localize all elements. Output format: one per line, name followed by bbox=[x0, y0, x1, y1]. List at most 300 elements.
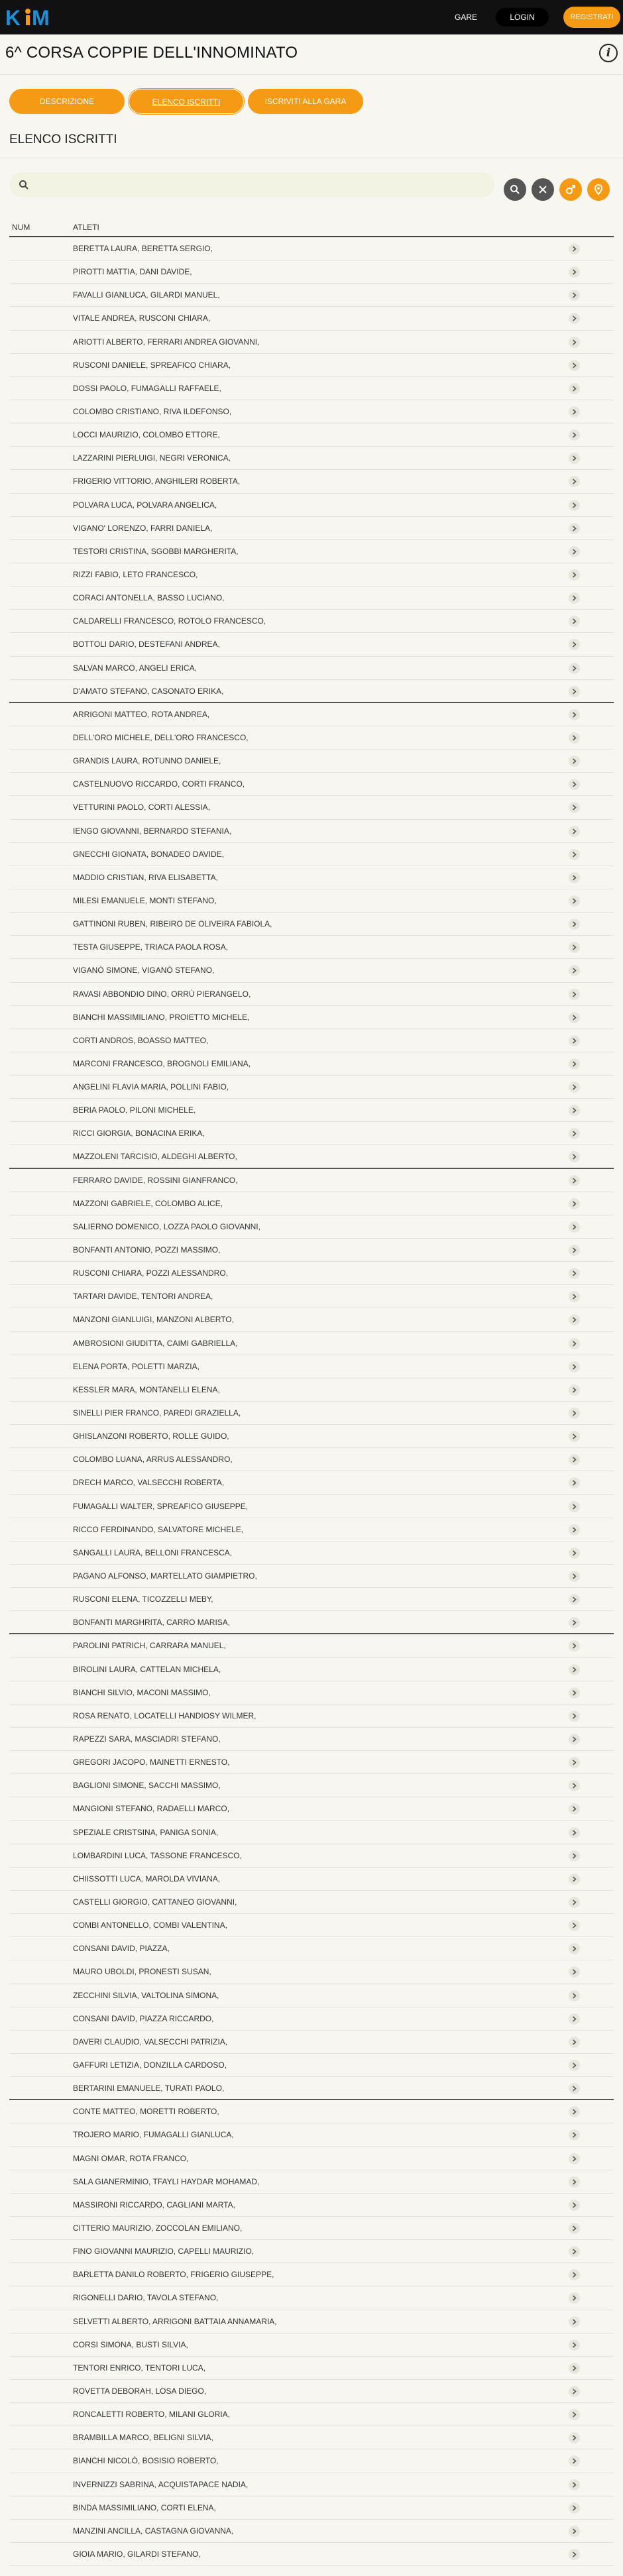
table-row[interactable] bbox=[9, 260, 614, 284]
chevron-right-icon bbox=[572, 1410, 577, 1416]
table-row[interactable] bbox=[9, 1215, 614, 1239]
table-row[interactable] bbox=[9, 1658, 614, 1681]
chevron-right-icon bbox=[572, 1480, 577, 1486]
row-detail-button[interactable] bbox=[569, 1128, 580, 1139]
table-row[interactable] bbox=[9, 2357, 614, 2380]
athletes-list bbox=[9, 237, 614, 2566]
row-detail-button[interactable] bbox=[569, 732, 580, 744]
table-row[interactable] bbox=[9, 2123, 614, 2147]
row-detail-button[interactable] bbox=[569, 500, 580, 511]
row-detail-button[interactable] bbox=[569, 406, 580, 418]
row-detail-button[interactable] bbox=[569, 1198, 580, 1209]
table-row[interactable] bbox=[9, 2007, 614, 2031]
row-detail-button[interactable] bbox=[569, 2106, 580, 2117]
table-row[interactable] bbox=[9, 2543, 614, 2566]
row-detail-button[interactable] bbox=[569, 569, 580, 581]
chevron-right-icon bbox=[572, 1969, 577, 1975]
table-row[interactable] bbox=[9, 773, 614, 796]
table-row[interactable] bbox=[9, 1308, 614, 1331]
info-icon[interactable]: i bbox=[599, 44, 618, 62]
row-detail-button[interactable] bbox=[569, 663, 580, 674]
table-row[interactable] bbox=[9, 1192, 614, 1215]
row-detail-button[interactable] bbox=[569, 1571, 580, 1582]
athletes-cell: RAPEZZI SARA, MASCIADRI STEFANO, bbox=[73, 1734, 221, 1744]
row-detail-button[interactable] bbox=[569, 1175, 580, 1186]
table-row[interactable] bbox=[9, 1355, 614, 1378]
athletes-cell: BIROLINI LAURA, CATTELAN MICHELA, bbox=[73, 1664, 221, 1674]
table-row[interactable] bbox=[9, 1495, 614, 1518]
table-row[interactable] bbox=[9, 587, 614, 610]
table-row[interactable] bbox=[9, 1891, 614, 1914]
chevron-right-icon bbox=[572, 2272, 577, 2278]
table-row[interactable] bbox=[9, 1797, 614, 1820]
table-row[interactable] bbox=[9, 237, 614, 260]
table-row[interactable] bbox=[9, 1145, 614, 1168]
row-detail-button[interactable] bbox=[569, 1477, 580, 1488]
table-row[interactable] bbox=[9, 843, 614, 866]
tab-elenco-iscritti[interactable]: ELENCO ISCRITTI bbox=[129, 89, 244, 114]
row-detail-button[interactable] bbox=[569, 1757, 580, 1768]
row-detail-button[interactable] bbox=[569, 2316, 580, 2327]
athletes-cell: CASTELNUOVO RICCARDO, CORTI FRANCO, bbox=[73, 779, 245, 789]
table-row[interactable] bbox=[9, 1006, 614, 1029]
table-row[interactable] bbox=[9, 2240, 614, 2263]
table-row[interactable] bbox=[9, 1565, 614, 1588]
row-detail-button[interactable] bbox=[569, 1338, 580, 1349]
row-detail-button[interactable] bbox=[569, 1780, 580, 1791]
chevron-right-icon bbox=[572, 1433, 577, 1439]
chevron-right-icon bbox=[572, 1341, 577, 1347]
login-button[interactable]: LOGIN bbox=[496, 8, 549, 27]
table-row[interactable] bbox=[9, 1868, 614, 1891]
row-detail-button[interactable] bbox=[569, 1012, 580, 1023]
athletes-cell: BIANCHI NICOLÒ, BOSISIO ROBERTO, bbox=[73, 2456, 219, 2466]
table-row[interactable] bbox=[9, 2520, 614, 2543]
chevron-right-icon bbox=[572, 292, 577, 298]
row-detail-button[interactable] bbox=[569, 1221, 580, 1233]
table-row[interactable] bbox=[9, 703, 614, 726]
row-detail-button[interactable] bbox=[569, 895, 580, 907]
row-detail-button[interactable] bbox=[569, 1314, 580, 1325]
row-detail-button[interactable] bbox=[569, 2246, 580, 2257]
chevron-right-icon bbox=[572, 2365, 577, 2371]
row-detail-button[interactable] bbox=[569, 2083, 580, 2094]
table-row[interactable] bbox=[9, 2496, 614, 2520]
athletes-cell: COMBI ANTONELLO, COMBI VALENTINA, bbox=[73, 1921, 227, 1931]
table-row[interactable] bbox=[9, 1634, 614, 1657]
nav-gare-link[interactable]: GARE bbox=[455, 13, 478, 22]
table-row[interactable] bbox=[9, 377, 614, 400]
chevron-right-icon bbox=[572, 1876, 577, 1882]
table-row[interactable] bbox=[9, 2100, 614, 2123]
chevron-right-icon bbox=[572, 1504, 577, 1510]
athletes-cell: BOTTOLI DARIO, DESTEFANI ANDREA, bbox=[73, 640, 220, 649]
row-detail-button[interactable] bbox=[569, 523, 580, 534]
row-detail-button[interactable] bbox=[569, 243, 580, 254]
row-detail-button[interactable] bbox=[569, 2363, 580, 2374]
row-detail-button[interactable] bbox=[569, 1058, 580, 1070]
row-detail-button[interactable] bbox=[569, 872, 580, 883]
row-detail-button[interactable] bbox=[569, 453, 580, 464]
row-detail-button[interactable] bbox=[569, 1151, 580, 1162]
chevron-right-icon bbox=[572, 1387, 577, 1393]
athletes-cell: FUMAGALLI WALTER, SPREAFICO GIUSEPPE, bbox=[73, 1501, 249, 1511]
chevron-right-icon bbox=[572, 2505, 577, 2511]
table-row[interactable] bbox=[9, 1588, 614, 1611]
search-button[interactable] bbox=[504, 178, 526, 201]
row-detail-button[interactable] bbox=[569, 1524, 580, 1536]
table-row[interactable] bbox=[9, 1937, 614, 1960]
table-row[interactable] bbox=[9, 1052, 614, 1076]
athletes-cell: MAZZONI GABRIELE, COLOMBO ALICE, bbox=[73, 1198, 223, 1208]
search-input[interactable] bbox=[33, 172, 484, 197]
row-detail-button[interactable] bbox=[569, 2549, 580, 2560]
table-row[interactable] bbox=[9, 517, 614, 540]
row-detail-button[interactable] bbox=[569, 616, 580, 627]
row-detail-button[interactable] bbox=[569, 476, 580, 487]
row-detail-button[interactable] bbox=[569, 1291, 580, 1302]
row-detail-button[interactable] bbox=[569, 756, 580, 767]
row-detail-button[interactable] bbox=[569, 1617, 580, 1628]
table-row[interactable] bbox=[9, 983, 614, 1006]
row-detail-button[interactable] bbox=[569, 686, 580, 697]
row-detail-button[interactable] bbox=[569, 1990, 580, 2001]
athletes-cell: BONFANTI MARGHRITA, CARRO MARISA, bbox=[73, 1618, 231, 1628]
row-detail-button[interactable] bbox=[569, 2479, 580, 2491]
row-detail-button[interactable] bbox=[569, 709, 580, 720]
athletes-cell: COLOMBO LUANA, ARRUS ALESSANDRO, bbox=[73, 1455, 233, 1465]
row-detail-button[interactable] bbox=[569, 1408, 580, 1419]
table-row[interactable] bbox=[9, 1611, 614, 1634]
row-detail-button[interactable] bbox=[569, 360, 580, 371]
athletes-cell: BONFANTI ANTONIO, POZZI MASSIMO, bbox=[73, 1245, 221, 1255]
athletes-cell: MAURO UBOLDI, PRONESTI SUSAN, bbox=[73, 1967, 211, 1977]
table-row[interactable] bbox=[9, 1844, 614, 1868]
table-row[interactable] bbox=[9, 540, 614, 563]
athletes-cell: SINELLI PIER FRANCO, PAREDI GRAZIELLA, bbox=[73, 1408, 241, 1418]
athletes-cell: SALIERNO DOMENICO, LOZZA PAOLO GIOVANNI, bbox=[73, 1221, 260, 1231]
row-detail-button[interactable] bbox=[569, 2386, 580, 2397]
table-row[interactable] bbox=[9, 889, 614, 913]
table-row[interactable] bbox=[9, 633, 614, 656]
athletes-cell: BERTARINI EMANUELE, TURATI PAOLO, bbox=[73, 2084, 225, 2094]
row-detail-button[interactable] bbox=[569, 779, 580, 790]
chevron-right-icon bbox=[572, 363, 577, 368]
row-detail-button[interactable] bbox=[569, 2339, 580, 2351]
table-row[interactable] bbox=[9, 1122, 614, 1145]
table-row[interactable] bbox=[9, 447, 614, 470]
row-detail-button[interactable] bbox=[569, 383, 580, 394]
table-row[interactable] bbox=[9, 1984, 614, 2007]
athletes-cell: GHISLANZONI ROBERTO, ROLLE GUIDO, bbox=[73, 1431, 229, 1441]
row-detail-button[interactable] bbox=[569, 1664, 580, 1675]
logo[interactable] bbox=[4, 4, 58, 30]
row-detail-button[interactable] bbox=[569, 1640, 580, 1652]
tab-iscriviti[interactable]: ISCRIVITI ALLA GARA bbox=[248, 89, 363, 114]
table-row[interactable] bbox=[9, 470, 614, 493]
table-row[interactable] bbox=[9, 820, 614, 843]
clear-button[interactable] bbox=[532, 178, 554, 201]
athletes-cell: DAVERI CLAUDIO, VALSECCHI PATRIZIA, bbox=[73, 2037, 228, 2046]
table-row[interactable] bbox=[9, 1541, 614, 1565]
chevron-right-icon bbox=[572, 1294, 577, 1300]
table-row[interactable] bbox=[9, 284, 614, 307]
table-row[interactable] bbox=[9, 1751, 614, 1774]
table-row[interactable] bbox=[9, 680, 614, 703]
row-detail-button[interactable] bbox=[569, 1803, 580, 1815]
row-detail-button[interactable] bbox=[569, 942, 580, 953]
table-row[interactable] bbox=[9, 2380, 614, 2403]
chevron-right-icon bbox=[572, 1201, 577, 1207]
row-detail-button[interactable] bbox=[569, 639, 580, 650]
athletes-cell: LAZZARINI PIERLUIGI, NEGRI VERONICA, bbox=[73, 453, 231, 463]
row-detail-button[interactable] bbox=[569, 2409, 580, 2420]
row-detail-button[interactable] bbox=[569, 989, 580, 1000]
athletes-cell: FAVALLI GIANLUCA, GILARDI MANUEL, bbox=[73, 290, 220, 300]
table-row[interactable] bbox=[9, 331, 614, 354]
row-detail-button[interactable] bbox=[569, 2200, 580, 2211]
athletes-cell: RICCI GIORGIA, BONACINA ERIKA, bbox=[73, 1129, 205, 1139]
table-row[interactable] bbox=[9, 1099, 614, 1122]
table-row[interactable] bbox=[9, 959, 614, 982]
filter-location-button[interactable] bbox=[587, 178, 610, 201]
table-row[interactable] bbox=[9, 494, 614, 517]
row-detail-button[interactable] bbox=[569, 1454, 580, 1465]
table-row[interactable] bbox=[9, 2031, 614, 2054]
chevron-right-icon bbox=[572, 2319, 577, 2325]
athletes-cell: MANZINI ANCILLA, CASTAGNA GIOVANNA, bbox=[73, 2526, 234, 2536]
table-row[interactable] bbox=[9, 936, 614, 959]
chevron-right-icon bbox=[572, 1573, 577, 1579]
athletes-cell: RONCALETTI ROBERTO, MILANI GLORIA, bbox=[73, 2410, 230, 2420]
table-row[interactable] bbox=[9, 657, 614, 680]
table-row[interactable] bbox=[9, 726, 614, 750]
chevron-right-icon bbox=[572, 2109, 577, 2115]
row-detail-button[interactable] bbox=[569, 546, 580, 557]
chevron-right-icon bbox=[572, 572, 577, 578]
table-row[interactable] bbox=[9, 866, 614, 889]
row-detail-button[interactable] bbox=[569, 1245, 580, 1256]
table-row[interactable] bbox=[9, 354, 614, 377]
tab-descrizione[interactable]: DESCRIZIONE bbox=[9, 89, 125, 114]
athletes-cell: RUSCONI CHIARA, POZZI ALESSANDRO, bbox=[73, 1268, 229, 1278]
table-row[interactable] bbox=[9, 2263, 614, 2286]
table-row[interactable] bbox=[9, 1728, 614, 1751]
chevron-right-icon bbox=[572, 2086, 577, 2092]
register-button[interactable]: REGISTRATI bbox=[563, 7, 620, 28]
table-row[interactable] bbox=[9, 1029, 614, 1052]
table-row[interactable] bbox=[9, 1285, 614, 1308]
chevron-right-icon bbox=[572, 921, 577, 927]
row-detail-button[interactable] bbox=[569, 1966, 580, 1978]
row-detail-button[interactable] bbox=[569, 1384, 580, 1396]
row-detail-button[interactable] bbox=[569, 266, 580, 278]
table-row[interactable] bbox=[9, 2403, 614, 2426]
table-row[interactable] bbox=[9, 2217, 614, 2240]
row-detail-button[interactable] bbox=[569, 592, 580, 604]
row-detail-button[interactable] bbox=[569, 849, 580, 860]
table-row[interactable] bbox=[9, 750, 614, 773]
table-row[interactable] bbox=[9, 423, 614, 447]
table-row[interactable] bbox=[9, 2147, 614, 2170]
row-detail-button[interactable] bbox=[569, 1850, 580, 1862]
chevron-right-icon bbox=[572, 549, 577, 555]
athletes-cell: MADDIO CRISTIAN, RIVA ELISABETTA, bbox=[73, 872, 218, 882]
athletes-cell: MANGIONI STEFANO, RADAELLI MARCO, bbox=[73, 1804, 230, 1814]
table-row[interactable] bbox=[9, 1425, 614, 1448]
table-row[interactable] bbox=[9, 1774, 614, 1797]
row-detail-button[interactable] bbox=[569, 1082, 580, 1093]
row-detail-button[interactable] bbox=[569, 1431, 580, 1442]
row-detail-button[interactable] bbox=[569, 1827, 580, 1838]
athletes-cell: ELENA PORTA, POLETTI MARZIA, bbox=[73, 1361, 199, 1371]
table-row[interactable] bbox=[9, 2449, 614, 2473]
row-detail-button[interactable] bbox=[569, 1105, 580, 1116]
row-detail-button[interactable] bbox=[569, 2176, 580, 2188]
athletes-cell: CORACI ANTONELLA, BASSO LUCIANO, bbox=[73, 593, 225, 603]
row-detail-button[interactable] bbox=[569, 2269, 580, 2280]
row-detail-button[interactable] bbox=[569, 1501, 580, 1512]
chevron-right-icon bbox=[572, 1760, 577, 1765]
table-row[interactable] bbox=[9, 1448, 614, 1471]
chevron-right-icon bbox=[572, 875, 577, 881]
chevron-right-icon bbox=[572, 2412, 577, 2418]
chevron-right-icon bbox=[572, 2528, 577, 2534]
row-detail-button[interactable] bbox=[569, 802, 580, 813]
table-row[interactable] bbox=[9, 1705, 614, 1728]
row-detail-button[interactable] bbox=[569, 1547, 580, 1559]
table-row[interactable] bbox=[9, 307, 614, 330]
chevron-right-icon bbox=[572, 1131, 577, 1137]
athletes-cell: DRECH MARCO, VALSECCHI ROBERTA, bbox=[73, 1478, 225, 1488]
table-row[interactable] bbox=[9, 610, 614, 633]
athletes-cell: BARLETTA DANILO ROBERTO, FRIGERIO GIUSEPPE, bbox=[73, 2270, 274, 2280]
row-detail-button[interactable] bbox=[569, 2432, 580, 2443]
table-row[interactable] bbox=[9, 1681, 614, 1705]
row-detail-button[interactable] bbox=[569, 1734, 580, 1745]
row-detail-button[interactable] bbox=[569, 2153, 580, 2164]
row-detail-button[interactable] bbox=[569, 337, 580, 348]
row-detail-button[interactable] bbox=[569, 1268, 580, 1279]
filter-male-button[interactable] bbox=[559, 178, 582, 201]
table-row[interactable] bbox=[9, 2333, 614, 2357]
chevron-right-icon bbox=[572, 2156, 577, 2162]
athletes-cell: ANGELINI FLAVIA MARIA, POLLINI FABIO, bbox=[73, 1082, 229, 1092]
row-detail-button[interactable] bbox=[569, 313, 580, 324]
chevron-right-icon bbox=[572, 595, 577, 601]
athletes-cell: PAGANO ALFONSO, MARTELLATO GIAMPIETRO, bbox=[73, 1571, 257, 1581]
table-row[interactable] bbox=[9, 400, 614, 423]
table-row[interactable] bbox=[9, 2054, 614, 2077]
row-detail-button[interactable] bbox=[569, 2455, 580, 2467]
table-row[interactable] bbox=[9, 2473, 614, 2496]
row-detail-button[interactable] bbox=[569, 965, 580, 976]
table-row[interactable] bbox=[9, 913, 614, 936]
row-detail-button[interactable] bbox=[569, 1943, 580, 1954]
table-row[interactable] bbox=[9, 1914, 614, 1937]
chevron-right-icon bbox=[572, 1107, 577, 1113]
table-row[interactable] bbox=[9, 2286, 614, 2310]
athletes-cell: BERIA PAOLO, PILONI MICHELE, bbox=[73, 1105, 196, 1115]
row-detail-button[interactable] bbox=[569, 1687, 580, 1699]
row-detail-button[interactable] bbox=[569, 1361, 580, 1372]
row-detail-button[interactable] bbox=[569, 1920, 580, 1931]
chevron-right-icon bbox=[572, 1946, 577, 1952]
chevron-right-icon bbox=[572, 642, 577, 647]
table-row[interactable] bbox=[9, 1471, 614, 1494]
row-detail-button[interactable] bbox=[569, 1897, 580, 1908]
table-row[interactable] bbox=[9, 1332, 614, 1355]
row-detail-button[interactable] bbox=[569, 1710, 580, 1722]
athletes-cell: SPEZIALE CRISTSINA, PANIGA SONIA, bbox=[73, 1827, 219, 1837]
row-detail-button[interactable] bbox=[569, 2526, 580, 2537]
table-row[interactable] bbox=[9, 1960, 614, 1984]
athletes-cell: COLOMBO CRISTIANO, RIVA ILDEFONSO, bbox=[73, 406, 232, 416]
table-row[interactable] bbox=[9, 2170, 614, 2194]
table-row[interactable] bbox=[9, 2426, 614, 2449]
table-row[interactable] bbox=[9, 1821, 614, 1844]
row-detail-button[interactable] bbox=[569, 826, 580, 837]
table-row[interactable] bbox=[9, 1402, 614, 1425]
chevron-right-icon bbox=[572, 1084, 577, 1090]
athletes-cell: POLVARA LUCA, POLVARA ANGELICA, bbox=[73, 500, 217, 510]
athletes-cell: GREGORI JACOPO, MAINETTI ERNESTO, bbox=[73, 1758, 230, 1767]
table-row[interactable] bbox=[9, 1518, 614, 1541]
row-detail-button[interactable] bbox=[569, 2037, 580, 2048]
chevron-right-icon bbox=[572, 2435, 577, 2441]
chevron-right-icon bbox=[572, 1364, 577, 1370]
athletes-cell: LOCCI MAURIZIO, COLOMBO ETTORE, bbox=[73, 430, 220, 440]
athletes-cell: RIGONELLI DARIO, TAVOLA STEFANO, bbox=[73, 2293, 219, 2303]
row-detail-button[interactable] bbox=[569, 2292, 580, 2304]
row-detail-button[interactable] bbox=[569, 2013, 580, 2025]
table-row[interactable] bbox=[9, 1239, 614, 1262]
table-row[interactable] bbox=[9, 1076, 614, 1099]
chevron-right-icon bbox=[572, 432, 577, 438]
table-row[interactable] bbox=[9, 1169, 614, 1192]
row-detail-button[interactable] bbox=[569, 919, 580, 930]
row-detail-button[interactable] bbox=[569, 290, 580, 301]
row-detail-button[interactable] bbox=[569, 2060, 580, 2071]
search-icon bbox=[19, 180, 29, 190]
athletes-cell: GNECCHI GIONATA, BONADEO DAVIDE, bbox=[73, 849, 225, 859]
athletes-cell: GIOIA MARIO, GILARDI STEFANO, bbox=[73, 2549, 201, 2559]
athletes-cell: SANGALLI LAURA, BELLONI FRANCESCA, bbox=[73, 1547, 233, 1557]
chevron-right-icon bbox=[572, 526, 577, 532]
row-detail-button[interactable] bbox=[569, 1035, 580, 1046]
row-detail-button[interactable] bbox=[569, 1874, 580, 1885]
row-detail-button[interactable] bbox=[569, 2129, 580, 2141]
athletes-cell: CONSANI DAVID, PIAZZA, bbox=[73, 1944, 170, 1954]
table-row[interactable] bbox=[9, 796, 614, 819]
table-row[interactable] bbox=[9, 2194, 614, 2217]
chevron-right-icon bbox=[572, 1270, 577, 1276]
table-row[interactable] bbox=[9, 563, 614, 587]
chevron-right-icon bbox=[572, 735, 577, 741]
table-row[interactable] bbox=[9, 1378, 614, 1402]
row-detail-button[interactable] bbox=[569, 2223, 580, 2234]
row-detail-button[interactable] bbox=[569, 1594, 580, 1605]
table-row[interactable] bbox=[9, 1262, 614, 1285]
chevron-right-icon bbox=[572, 2342, 577, 2348]
chevron-right-icon bbox=[572, 1038, 577, 1044]
chevron-right-icon bbox=[572, 1247, 577, 1253]
column-header-atleti: ATLETI bbox=[73, 223, 99, 232]
row-detail-button[interactable] bbox=[569, 2502, 580, 2514]
table-row[interactable] bbox=[9, 2077, 614, 2100]
row-detail-button[interactable] bbox=[569, 429, 580, 441]
table-row[interactable] bbox=[9, 2310, 614, 2333]
